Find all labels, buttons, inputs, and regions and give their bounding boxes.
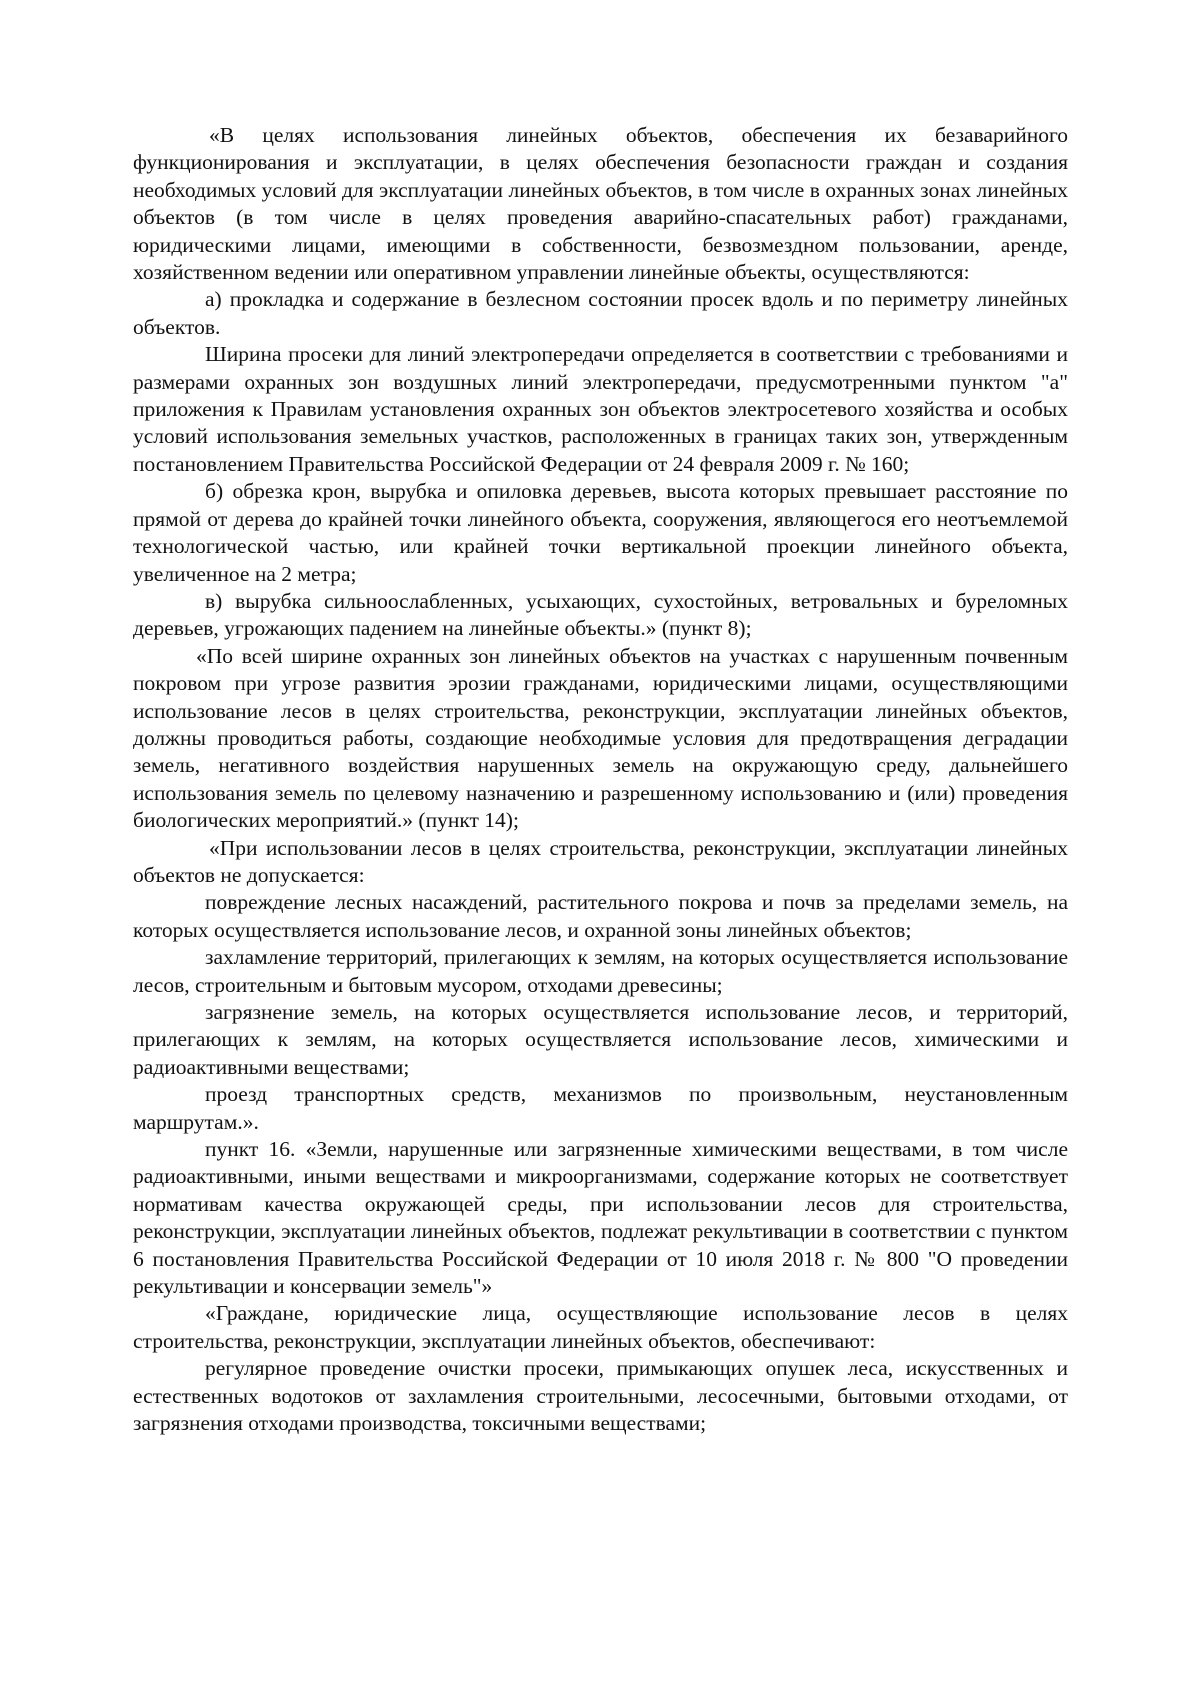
paragraph-point-16: пункт 16. «Земли, нарушенные или загрязненные химическими веществами, в том числе радиоактивными, иными веществами и микроорганизмами, содержание которых не соответствует нормативам качества окружающей среды, при использовании лесов для строительства, реконструкции, эксплуатации линейных объектов, подлежат рекультивации в соответствии с пунктом 6 постановления Правительства Российской Федерации от 10 июля 2018 г. № 800 "О проведении рекультивации и консервации земель"» bbox=[133, 1137, 1068, 1299]
paragraph-citizens: «Граждане, юридические лица, осуществляющие использование лесов в целях строительства, реконструкции, эксплуатации линейных объектов, обеспечивают: bbox=[133, 1301, 1068, 1353]
paragraph-vehicles: проезд транспортных средств, механизмов по произвольным, неустановленным маршрутам.». bbox=[133, 1082, 1068, 1134]
paragraph-not-allowed: «При использовании лесов в целях строительства, реконструкции, эксплуатации линейных объектов не допускается: bbox=[133, 835, 1068, 887]
paragraph-littering: захламление территорий, прилегающих к землям, на которых осуществляется использование лесов, строительным и бытовым мусором, отходами древесины; bbox=[133, 945, 1068, 997]
paragraph-item-a: а) прокладка и содержание в безлесном состоянии просек вдоль и по периметру линейных объектов. bbox=[133, 287, 1068, 339]
paragraph-damage: повреждение лесных насаждений, растительного покрова и почв за пределами земель, на которых осуществляется использование лесов, и охранной зоны линейных объектов; bbox=[133, 890, 1068, 942]
paragraph-item-v: в) вырубка сильноослабленных, усыхающих, сухостойных, ветровальных и буреломных деревьев, угрожающих падением на линейные объекты.» (пункт 8); bbox=[133, 588, 1068, 641]
paragraph-cleaning: регулярное проведение очистки просеки, примыкающих опушек леса, искусственных и естественных водотоков от захламления строительными, лесосечными, бытовыми отходами, от загрязнения отходами производства, токсичными веществами; bbox=[133, 1356, 1068, 1436]
paragraph-pollution: загрязнение земель, на которых осуществляется использование лесов, и территорий, прилегающих к землям, на которых осуществляется использование лесов, химическими и радиоактивными веществами; bbox=[133, 1000, 1068, 1079]
paragraph-item-b: б) обрезка крон, вырубка и опиловка деревьев, высота которых превышает расстояние по прямой от дерева до крайней точки линейного объекта, сооружения, являющегося его неотъемлемой технологической частью, или крайней точки вертикальной проекции линейного объекта, увеличенное на 2 метра; bbox=[133, 479, 1068, 586]
document-page bbox=[133, 122, 1068, 1438]
paragraph-intro: «В целях использования линейных объектов, обеспечения их безаварийного функционирования и эксплуатации, в целях обеспечения безопасности граждан и создания необходимых условий для эксплуатации линейных объектов, в том числе в охранных зонах линейных объектов (в том числе в целях проведения аварийно-спасательных работ) гражданами, юридическими лицами, имеющими в собственности, безвозмездном пользовании, аренде, хозяйственном ведении или оперативном управлении линейные объекты, осуществляются: bbox=[133, 123, 1068, 285]
paragraph-clearing-width: Ширина просеки для линий электропередачи определяется в соответствии с требованиями и размерами охранных зон воздушных линий электропередачи, предусмотренными пунктом "а" приложения к Правилам установления охранных зон объектов электросетевого хозяйства и особых условий использования земельных участков, расположенных в границах таких зон, утвержденным постановлением Правительства Российской Федерации от 24 февраля 2009 г. № 160; bbox=[133, 342, 1068, 476]
paragraph-protected-zones: «По всей ширине охранных зон линейных объектов на участках с нарушенным почвенным покровом при угрозе развития эрозии гражданами, юридическими лицами, осуществляющими использование лесов в целях строительства, реконструкции, эксплуатации линейных объектов, должны проводиться работы, создающие необходимые условия для предотвращения деградации земель, негативного воздействия нарушенных земель на окружающую среду, дальнейшего использования земель по целевому назначению и разрешенному использованию и (или) проведения биологических мероприятий.» (пункт 14); bbox=[133, 643, 1068, 833]
